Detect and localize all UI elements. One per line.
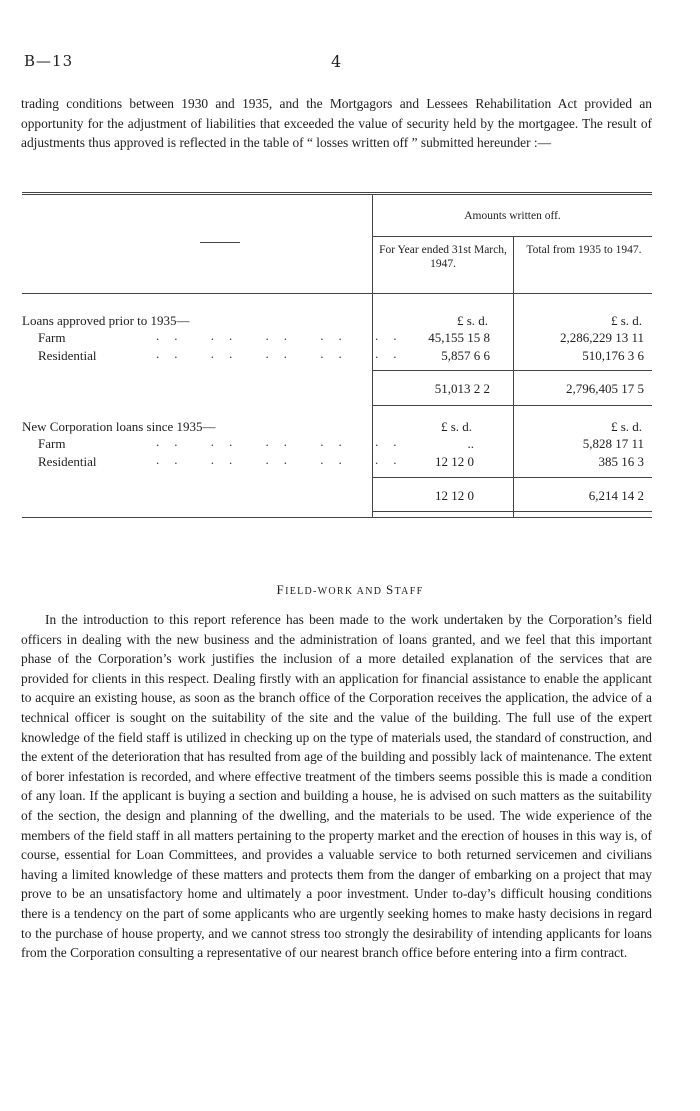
leader-dots: .. .. .. .. .. <box>156 346 412 361</box>
table-col-divider-2 <box>513 236 514 517</box>
table-cell-value: 5,828 17 11 <box>582 436 644 451</box>
table-cell-value: 510,176 3 6 <box>582 348 644 363</box>
header-bottom-rule <box>22 293 652 294</box>
field-work-paragraph: In the introduction to this report reference has been made to the work undertaken by the Corporation’s field officers in dealing with the new business and the administration of loans granted, and we feel that this important phase of the Corporation’s work justifies the inclusion of a more detailed explanation of the services that are provided for clients in this respect. Dealing firstly with an application for financial assistance to enable the applicant to acquire an existing house, as soon as the branch office of the Corporation receives the application, the advice of a technical officer is sought on the suitability of the site and the value of the building. The full use of the expert knowledge of the field staff is utilized in checking up on the type of materials used, the standard of construction, and the extent of the deterioration that has resulted from age of the building and possibly lack of maintenance. The extent of borer infestation is recorded, and where effective treatment of the timbers seems possible this is made a condition of any loan. If the applicant is buying a section and building a house, he is advised on such matters as the suitability of the section, the design and planning of the dwelling, and the materials to be used. The wide experience of the members of the field staff in all matters pertaining to the property market and the erection of houses in this way is, of course, essential for Loan Committees, and provides a valuable service to both returned servicemen and civilians having a limited knowledge of these matters and protects them from the danger of embarking on a project that may prove to be an unsatisfactory home and ultimately a poor investment. Under to-day’s difficult housing conditions there is a tendency on the part of some applicants who are urgently seeking homes to make hasty decisions in regard to the purchase of house property, and we cannot stress too strongly the desirability of intending applicants for loans from the Corporation consulting a representative of our nearest branch office before entering into a firm contract. <box>21 612 652 961</box>
leader-dots: .. .. .. .. .. <box>156 434 412 449</box>
table-row-label: Farm <box>38 330 66 345</box>
leader-dots: .. .. .. .. .. <box>156 452 412 467</box>
subtotal-rule <box>373 405 652 406</box>
table-subtotal: 12 12 0 <box>435 488 474 503</box>
col2-units: £ s. d. <box>610 313 642 328</box>
table-bottom-rule-2 <box>22 517 652 518</box>
table-row-label: Residential <box>38 348 97 363</box>
table-bottom-rule <box>373 511 652 512</box>
col2-units: £ s. d. <box>610 419 642 434</box>
table-row-label: Residential <box>38 454 97 469</box>
subtotal-rule <box>373 370 652 371</box>
col1-header: For Year ended 31st March, 1947. <box>379 244 507 270</box>
intro-paragraph: trading conditions between 1930 and 1935, and the Mortgagors and Lessees Rehabilitation Act provided an opportunity for the adjustment of liabilities that exceeded the value of security held by the mortgagee. The result of adjustments thus approved is reflected in the table of “ losses written off ” submitted hereunder :— <box>21 96 652 151</box>
leader-dots: .. .. .. .. .. <box>156 328 412 343</box>
col2-header: Total from 1935 to 1947. <box>526 244 642 256</box>
table-cell-value: 5,857 6 6 <box>441 348 490 363</box>
col1-units: £ s. d. <box>440 419 472 434</box>
stub-header-dash <box>200 242 240 243</box>
table-subtotal: 51,013 2 2 <box>434 381 490 396</box>
group-header-rule <box>373 236 652 237</box>
section-heading: FIELD-WORK AND STAFF <box>276 582 424 597</box>
table-subtotal: 2,796,405 17 5 <box>566 381 644 396</box>
subtotal-rule <box>373 477 652 478</box>
page-number: 4 <box>331 52 342 71</box>
table-cell-value: 45,155 15 8 <box>428 330 490 345</box>
table-cell-value: .. <box>467 436 474 451</box>
table-cell-value: 12 12 0 <box>435 454 474 469</box>
table-row-label: Farm <box>38 436 66 451</box>
table-subtotal: 6,214 14 2 <box>588 488 644 503</box>
table-cell-value: 385 16 3 <box>598 454 644 469</box>
section-1-title: Loans approved prior to 1935— <box>22 313 190 328</box>
section-2-title: New Corporation loans since 1935— <box>22 419 216 434</box>
table-top-rule <box>22 192 652 193</box>
col1-units: £ s. d. <box>456 313 488 328</box>
table-top-rule-2 <box>22 194 652 195</box>
amounts-written-off-header: Amounts written off. <box>464 210 561 222</box>
table-cell-value: 2,286,229 13 11 <box>559 330 644 345</box>
document-reference: B—13 <box>24 52 74 70</box>
